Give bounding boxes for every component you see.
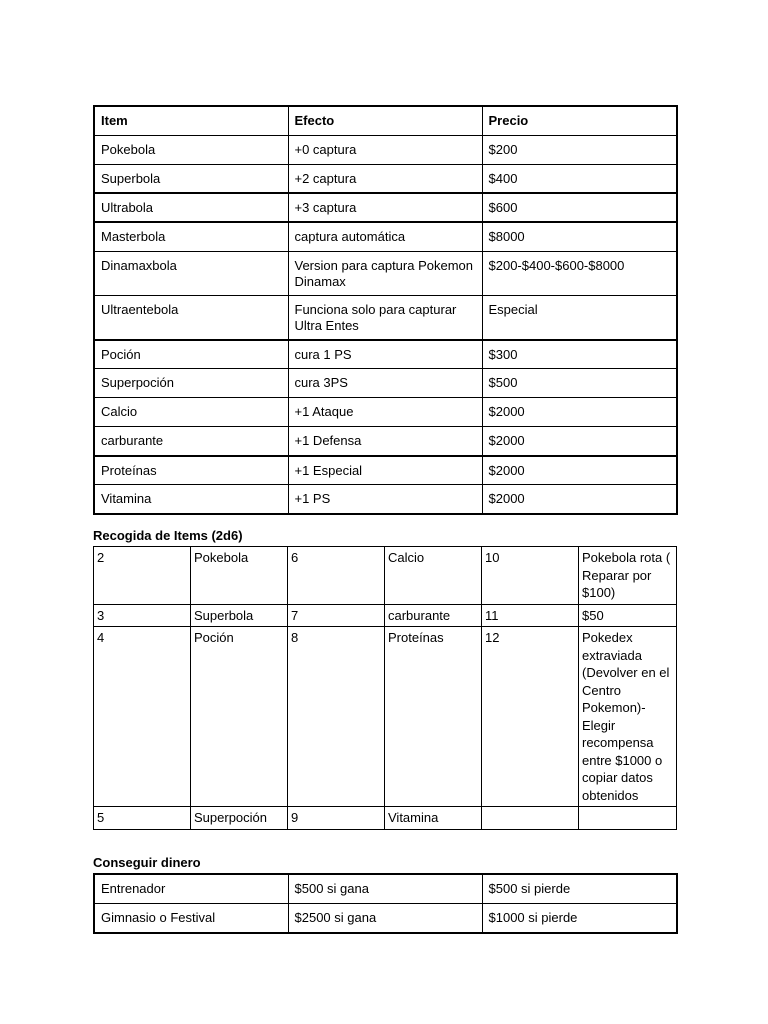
item-cell: Proteínas — [94, 456, 288, 485]
header-item: Item — [94, 106, 288, 135]
table-row — [94, 456, 677, 485]
precio-cell: $8000 — [482, 222, 677, 251]
roll-cell: 5 — [94, 807, 191, 830]
items-table — [93, 105, 678, 515]
lose-cell: $500 si pierde — [482, 874, 677, 904]
header-precio: Precio — [482, 106, 677, 135]
precio-cell: $2000 — [482, 485, 677, 514]
precio-cell: $400 — [482, 164, 677, 193]
result-cell: Pokedex extraviada (Devolver en el Centro Pokemon)- Elegir recompensa entre $1000 o copiar datos obtenidos — [579, 627, 677, 807]
table-row — [94, 340, 677, 369]
precio-cell: $2000 — [482, 427, 677, 456]
result-cell: Calcio — [385, 547, 482, 605]
table-row — [94, 427, 677, 456]
result-cell: Vitamina — [385, 807, 482, 830]
recogida-table — [93, 546, 677, 830]
roll-cell: 9 — [288, 807, 385, 830]
roll-cell — [482, 807, 579, 830]
efecto-cell: cura 1 PS — [288, 340, 482, 369]
roll-cell: 4 — [94, 627, 191, 807]
roll-cell: 11 — [482, 604, 579, 627]
efecto-cell: +2 captura — [288, 164, 482, 193]
table-row — [94, 193, 677, 222]
table-row — [94, 251, 677, 295]
source-cell: Gimnasio o Festival — [94, 904, 288, 934]
roll-cell: 12 — [482, 627, 579, 807]
source-cell: Entrenador — [94, 874, 288, 904]
efecto-cell: +1 Especial — [288, 456, 482, 485]
win-cell: $2500 si gana — [288, 904, 482, 934]
efecto-cell: +1 PS — [288, 485, 482, 514]
table-row — [94, 369, 677, 398]
result-cell: Superbola — [191, 604, 288, 627]
table-row — [94, 222, 677, 251]
table-header-row — [94, 106, 677, 135]
precio-cell: Especial — [482, 295, 677, 340]
precio-cell: $200 — [482, 135, 677, 164]
precio-cell: $500 — [482, 369, 677, 398]
precio-cell: $2000 — [482, 398, 677, 427]
table-row — [94, 295, 677, 340]
precio-cell: $600 — [482, 193, 677, 222]
result-cell: Pokebola — [191, 547, 288, 605]
result-cell: Poción — [191, 627, 288, 807]
table-row — [94, 164, 677, 193]
result-cell: carburante — [385, 604, 482, 627]
item-cell: Superbola — [94, 164, 288, 193]
table-row — [94, 485, 677, 514]
efecto-cell: cura 3PS — [288, 369, 482, 398]
item-cell: Masterbola — [94, 222, 288, 251]
dinero-table — [93, 873, 678, 934]
table-row — [94, 398, 677, 427]
result-cell: Proteínas — [385, 627, 482, 807]
item-cell: Pokebola — [94, 135, 288, 164]
efecto-cell: +1 Defensa — [288, 427, 482, 456]
roll-cell: 7 — [288, 604, 385, 627]
efecto-cell: +0 captura — [288, 135, 482, 164]
roll-cell: 10 — [482, 547, 579, 605]
item-cell: Superpoción — [94, 369, 288, 398]
result-cell — [579, 807, 677, 830]
dinero-title: Conseguir dinero — [93, 855, 201, 870]
item-cell: Ultraentebola — [94, 295, 288, 340]
item-cell: Vitamina — [94, 485, 288, 514]
table-row — [94, 135, 677, 164]
efecto-cell: +1 Ataque — [288, 398, 482, 427]
roll-cell: 2 — [94, 547, 191, 605]
roll-cell: 8 — [288, 627, 385, 807]
precio-cell: $300 — [482, 340, 677, 369]
win-cell: $500 si gana — [288, 874, 482, 904]
lose-cell: $1000 si pierde — [482, 904, 677, 934]
result-cell: $50 — [579, 604, 677, 627]
item-cell: Ultrabola — [94, 193, 288, 222]
item-cell: Calcio — [94, 398, 288, 427]
roll-cell: 3 — [94, 604, 191, 627]
efecto-cell: Funciona solo para capturar Ultra Entes — [288, 295, 482, 340]
efecto-cell: Version para captura Pokemon Dinamax — [288, 251, 482, 295]
table-row — [94, 904, 677, 934]
roll-cell: 6 — [288, 547, 385, 605]
recogida-title: Recogida de Items (2d6) — [93, 528, 243, 543]
precio-cell: $2000 — [482, 456, 677, 485]
table-row — [94, 604, 677, 627]
result-cell: Superpoción — [191, 807, 288, 830]
item-cell: Poción — [94, 340, 288, 369]
item-cell: Dinamaxbola — [94, 251, 288, 295]
result-cell: Pokebola rota ( Reparar por $100) — [579, 547, 677, 605]
precio-cell: $200-$400-$600-$8000 — [482, 251, 677, 295]
item-cell: carburante — [94, 427, 288, 456]
table-row — [94, 807, 677, 830]
table-row — [94, 874, 677, 904]
table-row — [94, 627, 677, 807]
efecto-cell: +3 captura — [288, 193, 482, 222]
table-row — [94, 547, 677, 605]
efecto-cell: captura automática — [288, 222, 482, 251]
header-efecto: Efecto — [288, 106, 482, 135]
